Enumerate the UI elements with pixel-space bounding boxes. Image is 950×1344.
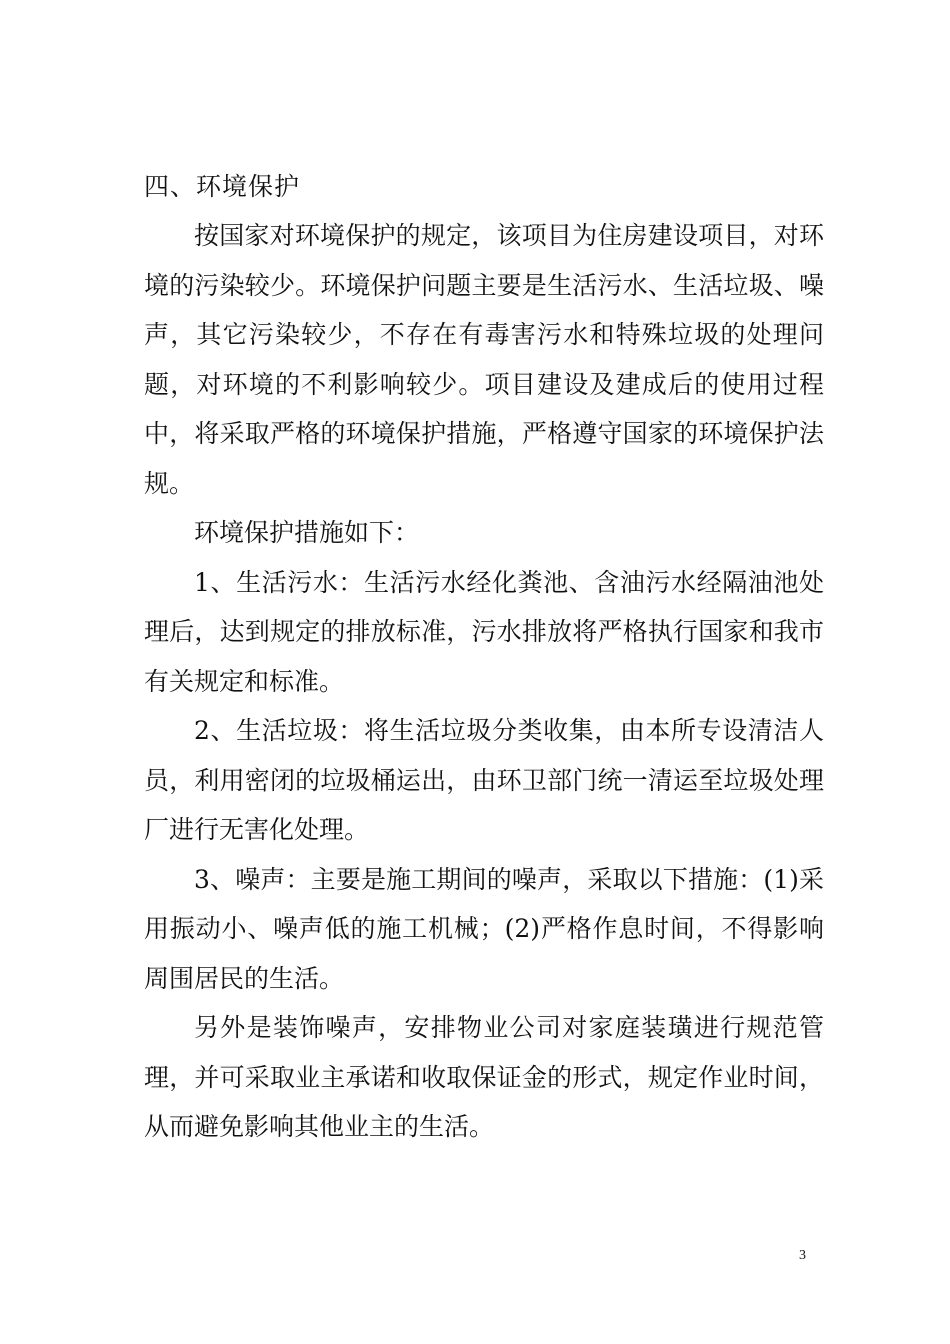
paragraph-intro: 按国家对环境保护的规定，该项目为住房建设项目，对环境的污染较少。环境保护问题主要是生活污水、生活垃圾、噪声，其它污染较少，不存在有毒害污水和特殊垃圾的处理问题，对环境的不利影响较少。项目建设及建成后的使用过程中，将采取严格的环境保护措施，严格遵守国家的环境保护法规。: [144, 221, 824, 498]
paragraph-garbage: 2、生活垃圾：将生活垃圾分类收集，由本所专设清洁人员，利用密闭的垃圾桶运出，由环卫部门统一清运至垃圾处理厂进行无害化处理。: [144, 716, 824, 844]
document-body: [144, 162, 824, 1152]
paragraph-measures-lead: 环境保护措施如下：: [194, 518, 420, 547]
page-number: 3: [799, 1248, 806, 1263]
paragraph-decoration-noise: 另外是装饰噪声，安排物业公司对家庭装璜进行规范管理，并可采取业主承诺和收取保证金的形式，规定作业时间，从而避免影响其他业主的生活。: [144, 1013, 824, 1141]
section-heading: 四、环境保护: [144, 172, 301, 201]
paragraph-noise: 3、噪声：主要是施工期间的噪声，采取以下措施：(1)采用振动小、噪声低的施工机械；(2)严格作息时间，不得影响周围居民的生活。: [144, 864, 824, 993]
paragraph-sewage: 1、生活污水：生活污水经化粪池、含油污水经隔油池处理后，达到规定的排放标准，污水排放将严格执行国家和我市有关规定和标准。: [144, 567, 824, 696]
